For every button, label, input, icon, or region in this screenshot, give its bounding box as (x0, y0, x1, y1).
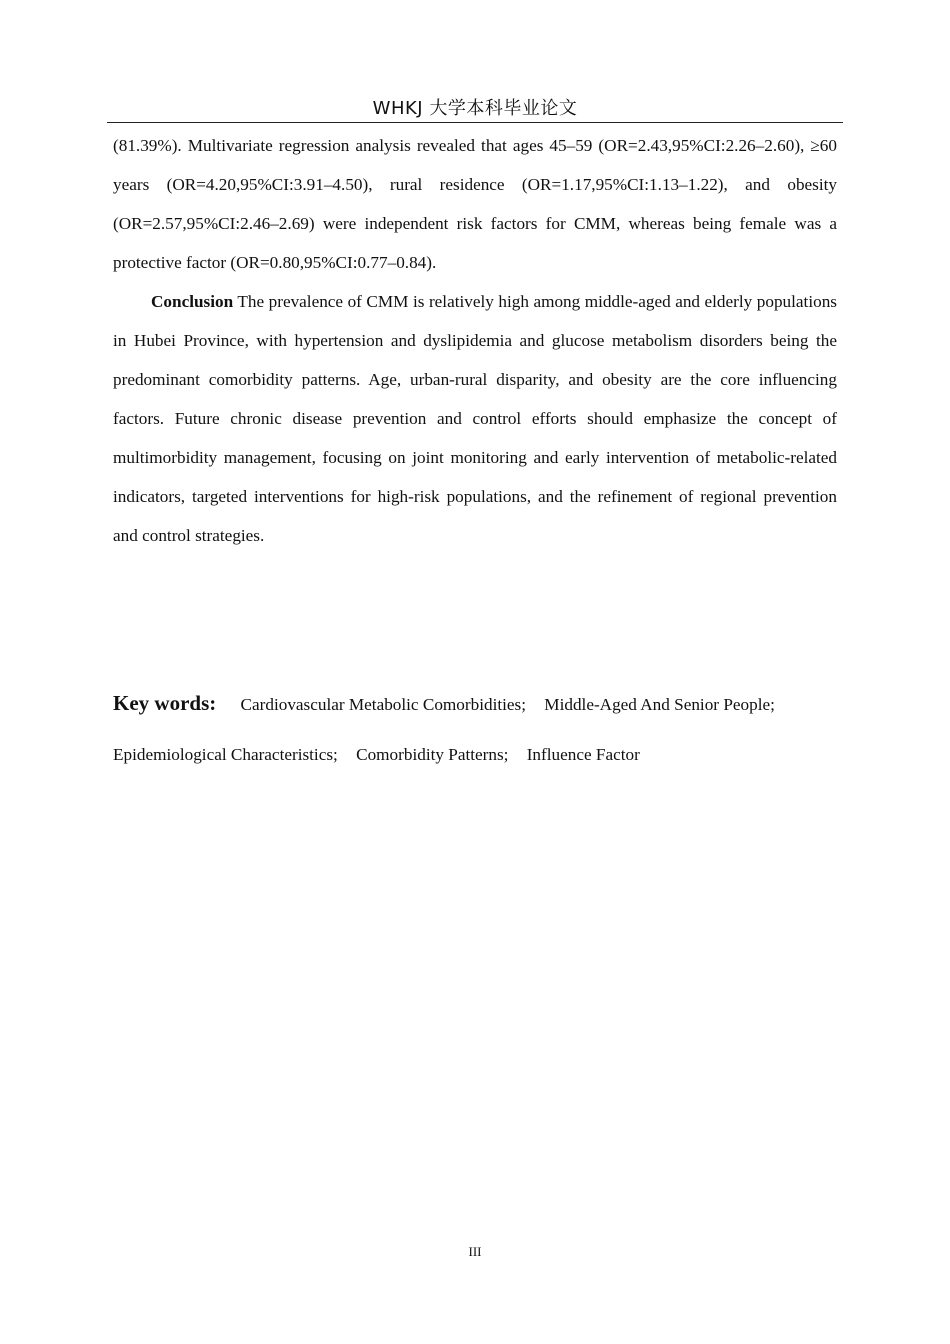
header-title: WHKJ 大学本科毕业论文 (372, 98, 578, 119)
keyword-item: Middle-Aged And Senior People; (544, 695, 775, 714)
keyword-item: Influence Factor (526, 745, 640, 764)
keywords-section (113, 678, 813, 780)
conclusion-text: The prevalence of CMM is relatively high among middle-aged and elderly populations in Hubei Province, with hypertension and dyslipidemia and glucose metabolism disorders being the predominant comorbidity patterns. Age, urban-rural disparity, and obesity are the core influencing factors. Future chronic disease prevention and control efforts should emphasize the concept of multimorbidity management, focusing on joint monitoring and early intervention of metabolic-related indicators, targeted interventions for high-risk populations, and the refinement of regional prevention and control strategies. (113, 292, 837, 545)
abstract-body (113, 126, 837, 555)
page-header (107, 96, 843, 123)
conclusion-label: Conclusion (151, 292, 234, 311)
results-paragraph: (81.39%). Multivariate regression analysis revealed that ages 45–59 (OR=2.43,95%CI:2.26–2.60), ≥60 years (OR=4.20,95%CI:3.91–4.50), rural residence (OR=1.17,95%CI:1.13–1.22), and obesity (OR=2.57,95%CI:2.46–2.69) were independent risk factors for CMM, whereas being female was a protective factor (OR=0.80,95%CI:0.77–0.84). (113, 136, 837, 272)
keywords-label: Key words: (113, 691, 217, 715)
conclusion-paragraph (113, 282, 837, 555)
keyword-item: Epidemiological Characteristics; (113, 745, 338, 764)
keyword-item: Cardiovascular Metabolic Comorbidities; (240, 695, 526, 714)
page-number: III (468, 1244, 482, 1259)
keyword-item: Comorbidity Patterns; (356, 745, 509, 764)
